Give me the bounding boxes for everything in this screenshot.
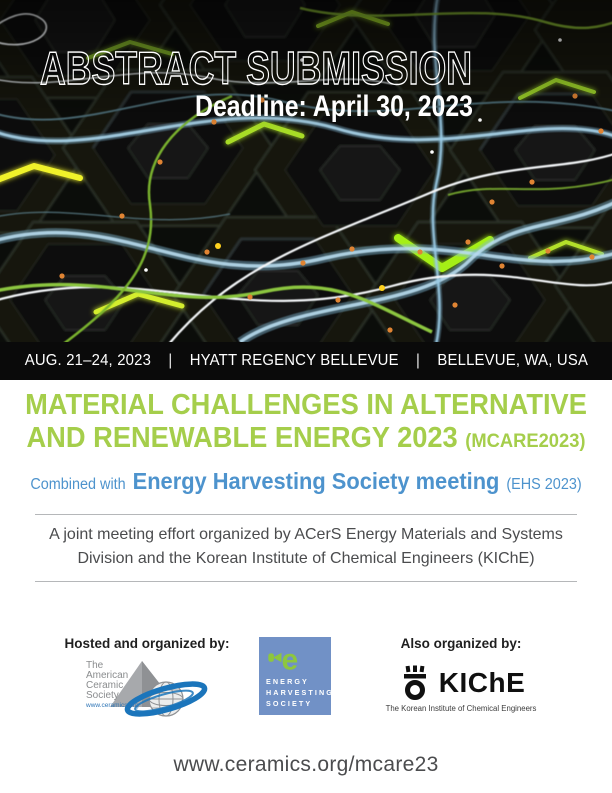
organizer-note-text: A joint meeting effort organized by ACerS Energy Materials and Systems Division and the Korean Institute of Chemical Engineers (KIChE)	[49, 526, 563, 567]
kiche-subtitle: The Korean Institute of Chemical Engineers	[385, 704, 537, 713]
website-link[interactable]: www.ceramics.org/mcare23	[173, 753, 439, 776]
subtitle-prefix: Combined with	[30, 476, 126, 493]
title-acronym: (MCARE2023)	[465, 430, 586, 452]
event-info-bar	[0, 342, 612, 380]
also-label: Also organized by:	[400, 636, 522, 651]
subtitle-main: Energy Harvesting Society meeting	[132, 468, 500, 494]
kiche-name: KIChE	[438, 667, 526, 698]
title-line-2-main: AND RENEWABLE ENERGY 2023	[26, 422, 458, 454]
title-line-1: MATERIAL CHALLENGES IN ALTERNATIVE	[25, 389, 587, 421]
acers-logo	[84, 657, 210, 723]
ehs-word: ENERGY	[266, 677, 309, 686]
hosted-label: Hosted and organized by:	[64, 636, 230, 651]
ehs-letter: e	[281, 643, 299, 673]
event-location: BELLEVUE, WA, USA	[436, 352, 588, 369]
ehs-word: SOCIETY	[266, 699, 313, 708]
organizer-note-box	[35, 514, 577, 582]
acers-line: The	[86, 660, 104, 671]
acers-column	[59, 636, 235, 723]
subtitle-acronym: (EHS 2023)	[506, 476, 582, 493]
title-line-2	[18, 422, 593, 458]
conference-title	[0, 389, 612, 458]
hero-deadline: Deadline: April 30, 2023	[195, 90, 473, 123]
kiche-column	[355, 636, 567, 713]
ehs-logo	[259, 637, 334, 715]
logo-row	[0, 636, 612, 723]
kiche-symbol-icon	[397, 665, 433, 701]
acers-line: Society	[86, 690, 119, 701]
event-venue: HYATT REGENCY BELLEVUE	[189, 352, 399, 369]
kiche-logo	[397, 665, 526, 701]
acers-line: American	[86, 670, 129, 681]
hero-headline: ABSTRACT SUBMISSION	[40, 42, 472, 94]
event-dates: AUG. 21–24, 2023	[24, 352, 151, 369]
ehs-e-icon	[266, 643, 310, 673]
hero-background-image	[0, 0, 612, 342]
acers-line: Ceramic	[86, 680, 124, 691]
separator: |	[415, 352, 420, 369]
combined-meeting-subtitle	[21, 466, 590, 500]
separator: |	[167, 352, 173, 369]
ehs-word: HARVESTING	[266, 688, 334, 697]
acers-url: www.ceramics.org	[86, 702, 139, 709]
ehs-column	[235, 636, 355, 715]
